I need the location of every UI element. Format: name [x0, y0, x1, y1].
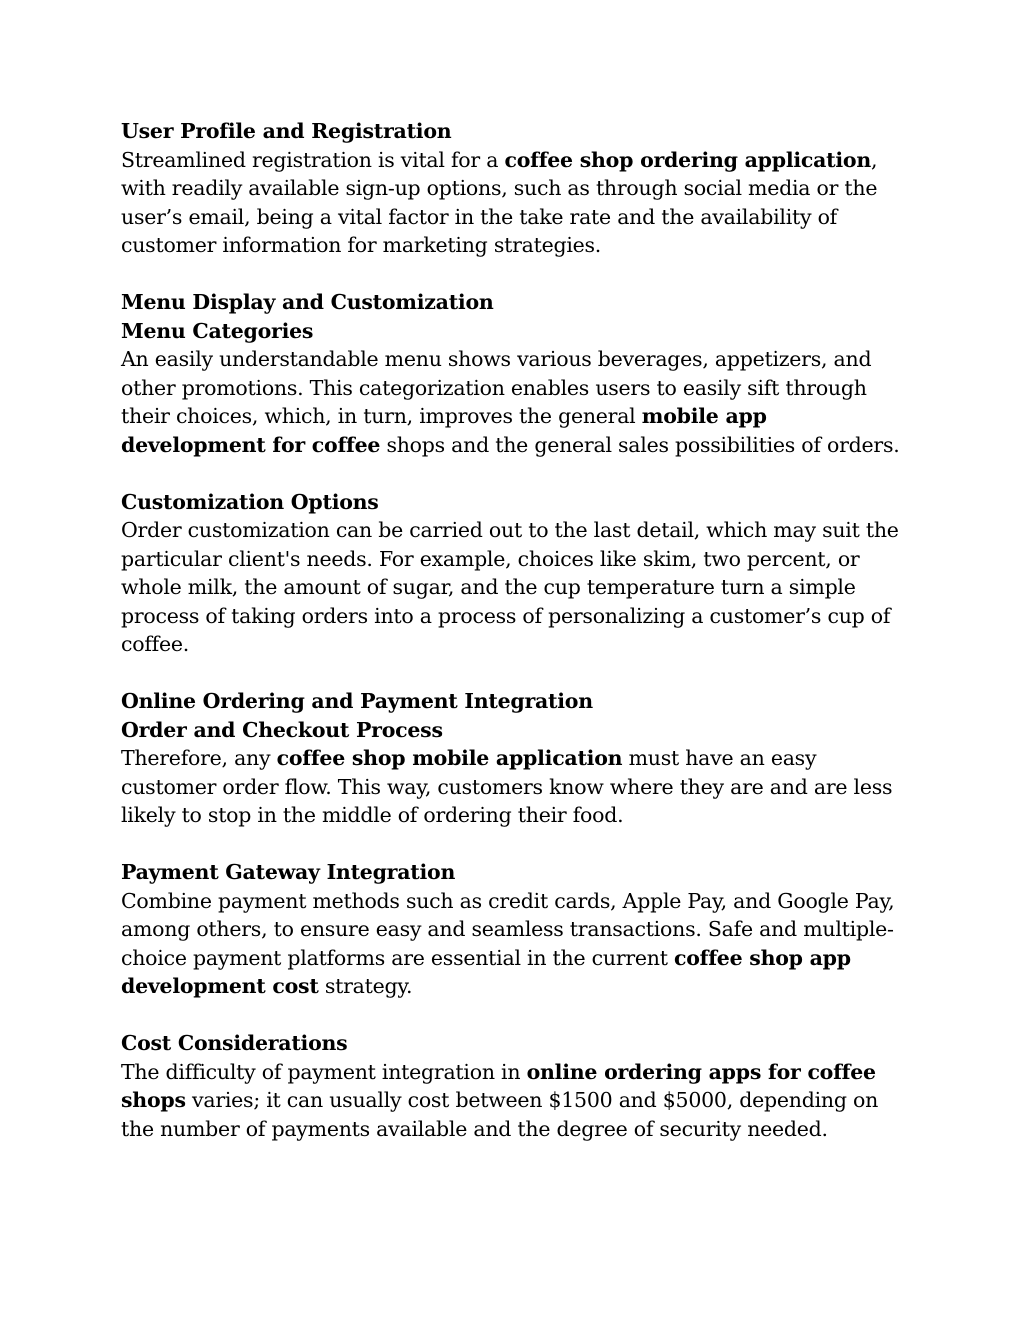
section-online-ordering — [121, 687, 911, 830]
section-paragraph — [121, 1058, 911, 1144]
paragraph-text: An easily understandable menu shows various beverages, appetizers, and other promotions. This categorization enables users to easily sift through their choices, which, in turn, improves the general — [121, 347, 872, 428]
paragraph-text: Order customization can be carried out to the last detail, which may suit the particular client's needs. For example, choices like skim, two percent, or whole milk, the amount of sugar, and the cup temperature turn a simple process of taking orders into a process of personalizing a customer’s cup of coffee. — [121, 518, 899, 656]
keyword-bold: mobile app development for coffee — [121, 404, 767, 457]
paragraph-text: varies; it can usually cost between $1500 and $5000, depending on the number of payments available and the degree of security needed. — [121, 1088, 879, 1141]
section-heading: Payment Gateway Integration — [121, 860, 456, 884]
paragraph-text: Combine payment methods such as credit cards, Apple Pay, and Google Pay, among others, to ensure easy and seamless transactions. Safe and multiple-choice payment platforms are essential in the current — [121, 888, 895, 970]
section-user-profile — [121, 117, 911, 260]
paragraph-text: Therefore, any — [121, 746, 277, 770]
section-subheading: Menu Categories — [121, 318, 314, 343]
section-cost-considerations — [121, 1029, 911, 1143]
section-heading: User Profile and Registration — [121, 119, 452, 143]
document-page — [121, 117, 911, 1172]
section-heading: Menu Display and Customization — [121, 290, 494, 314]
keyword-bold: coffee shop mobile application — [276, 746, 623, 770]
section-heading: Online Ordering and Payment Integration — [121, 689, 593, 713]
section-payment-gateway — [121, 858, 911, 1001]
section-subheading: Order and Checkout Process — [121, 717, 443, 742]
section-paragraph — [121, 345, 911, 459]
section-paragraph — [121, 516, 911, 659]
paragraph-text: shops and the general sales possibilities of orders. — [380, 432, 900, 457]
section-paragraph — [121, 146, 911, 260]
keyword-bold: coffee shop app development cost — [121, 945, 851, 998]
section-heading: Cost Considerations — [121, 1031, 348, 1055]
section-paragraph — [121, 744, 911, 830]
paragraph-text: must have an easy customer order flow. This way, customers know where they are and are less likely to stop in the middle of ordering their food. — [121, 746, 893, 827]
section-paragraph — [121, 887, 911, 1001]
paragraph-text: The difficulty of payment integration in — [121, 1059, 527, 1084]
paragraph-text: Streamlined registration is vital for a — [121, 147, 505, 172]
keyword-bold: coffee shop ordering application — [504, 147, 872, 172]
section-menu-display — [121, 288, 911, 459]
paragraph-text: strategy. — [318, 974, 413, 998]
keyword-bold: online ordering apps for coffee shops — [121, 1059, 876, 1112]
paragraph-text: , with readily available sign-up options, such as through social media or the user’s email, being a vital factor in the take rate and the availability of customer information for marketing strategies. — [121, 147, 878, 257]
section-customization-options — [121, 488, 911, 659]
section-heading: Customization Options — [121, 489, 379, 514]
